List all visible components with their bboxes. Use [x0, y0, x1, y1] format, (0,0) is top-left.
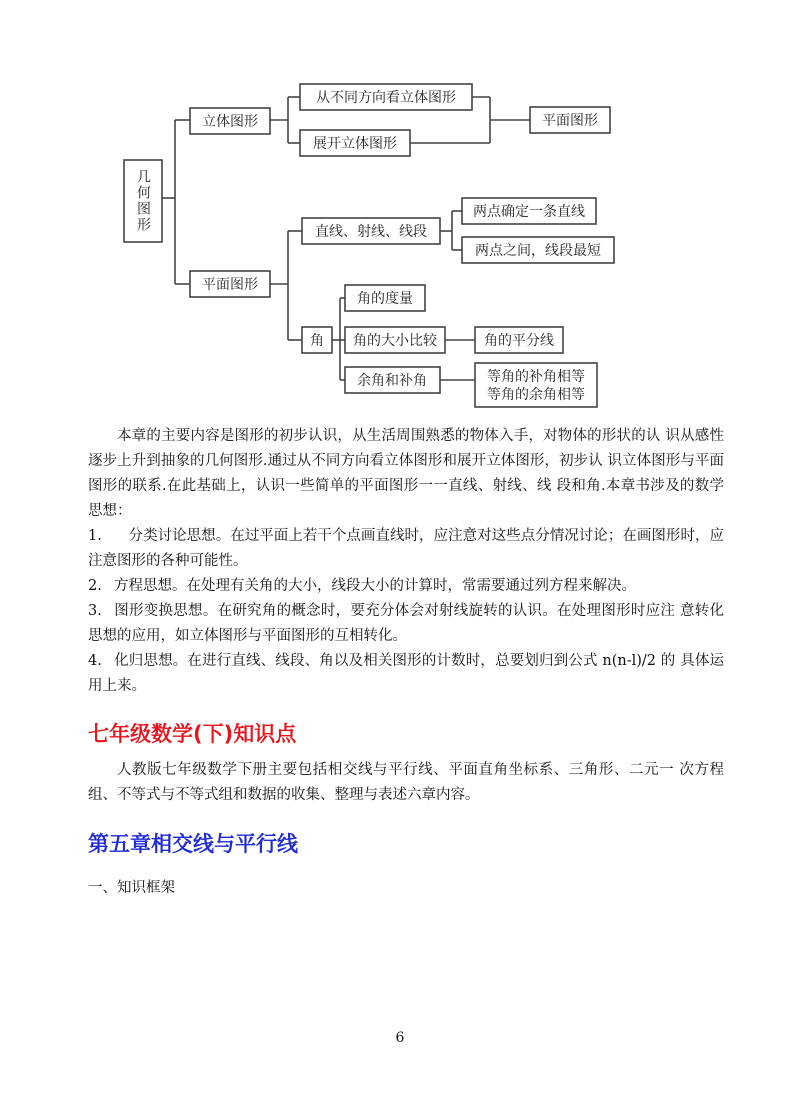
- svg-text:角的度量: 角的度量: [357, 291, 413, 307]
- svg-text:两点之间，线段最短: 两点之间，线段最短: [475, 243, 601, 259]
- lines-node: [302, 218, 440, 244]
- view-node: [300, 84, 472, 110]
- knowledge-framework-diagram: [0, 0, 800, 420]
- intro2-paragraph: 人教版七年级数学下册主要包括相交线与平行线、平面直角坐标系、三角形、二元一 次方程组、不等式与不等式组和数据的收集、整理与表述六章内容。: [88, 762, 724, 803]
- grade7-intro: [88, 758, 724, 808]
- svg-text:角: 角: [310, 333, 324, 349]
- subheading-framework: 一、知识框架: [88, 880, 175, 896]
- svg-text:角的平分线: 角的平分线: [484, 333, 554, 349]
- svg-text:两点确定一条直线: 两点确定一条直线: [473, 204, 585, 220]
- two-points-shortest-node: [462, 237, 614, 263]
- equal-angles-node: [475, 363, 597, 407]
- svg-text:余角和补角: 余角和补角: [357, 373, 427, 389]
- two-points-line-node: [462, 198, 596, 224]
- root-node: [124, 160, 162, 242]
- svg-text:直线、射线、线段: 直线、射线、线段: [315, 224, 427, 240]
- list-item: 4. 化归思想。在进行直线、线段、角以及相关图形的计数时，总要划归到公式 n(n-l)/2 的 具体运用上来。: [88, 653, 724, 694]
- intro-paragraph: 本章的主要内容是图形的初步认识，从生活周围熟悉的物体入手，对物体的形状的认 识从感性逐步上升到抽象的几何图形.通过从不同方向看立体图形和展开立体图形，初步认 识立体图形与平面图形的联系.在此基础上，认识一些简单的平面图形一一直线、射线、线 段和角.本章书涉及的数学思想：: [88, 428, 724, 519]
- chapter-summary: [88, 424, 724, 699]
- svg-text:展开立体图形: 展开立体图形: [313, 136, 397, 152]
- angle-measure-node: [345, 285, 425, 311]
- plane-node: [190, 271, 270, 297]
- heading-grade7-knowledge: 七年级数学(下)知识点: [88, 722, 297, 746]
- angle-bisector-node: [475, 327, 563, 353]
- unfold-node: [300, 130, 410, 156]
- root-label: 几何图形: [135, 169, 151, 233]
- heading-chapter5: 第五章相交线与平行线: [88, 832, 298, 856]
- solid-node: [190, 108, 270, 134]
- angle-node: [302, 327, 332, 353]
- svg-text:等角的余角相等: 等角的余角相等: [487, 387, 585, 403]
- svg-text:平面图形: 平面图形: [202, 277, 258, 293]
- plane-result-node: [530, 107, 610, 133]
- svg-text:等角的补角相等: 等角的补角相等: [487, 369, 585, 385]
- svg-text:角的大小比较: 角的大小比较: [353, 333, 437, 349]
- list-item: 1. 分类讨论思想。在过平面上若干个点画直线时，应注意对这些点分情况讨论；在画图形时，应注意图形的各种可能性。: [88, 528, 724, 569]
- list-item: 3. 图形变换思想。在研究角的概念时，要充分体会对射线旋转的认识。在处理图形时应注 意转化思想的应用，如立体图形与平面图形的互相转化。: [88, 603, 724, 644]
- page-number: 6: [395, 1030, 405, 1046]
- list-item: 2. 方程思想。在处理有关角的大小，线段大小的计算时，常需要通过列方程来解决。: [88, 578, 636, 594]
- comp-supp-node: [345, 367, 440, 393]
- svg-text:从不同方向看立体图形: 从不同方向看立体图形: [316, 90, 456, 106]
- svg-text:立体图形: 立体图形: [202, 114, 258, 130]
- svg-text:平面图形: 平面图形: [542, 113, 598, 129]
- angle-compare-node: [345, 327, 445, 353]
